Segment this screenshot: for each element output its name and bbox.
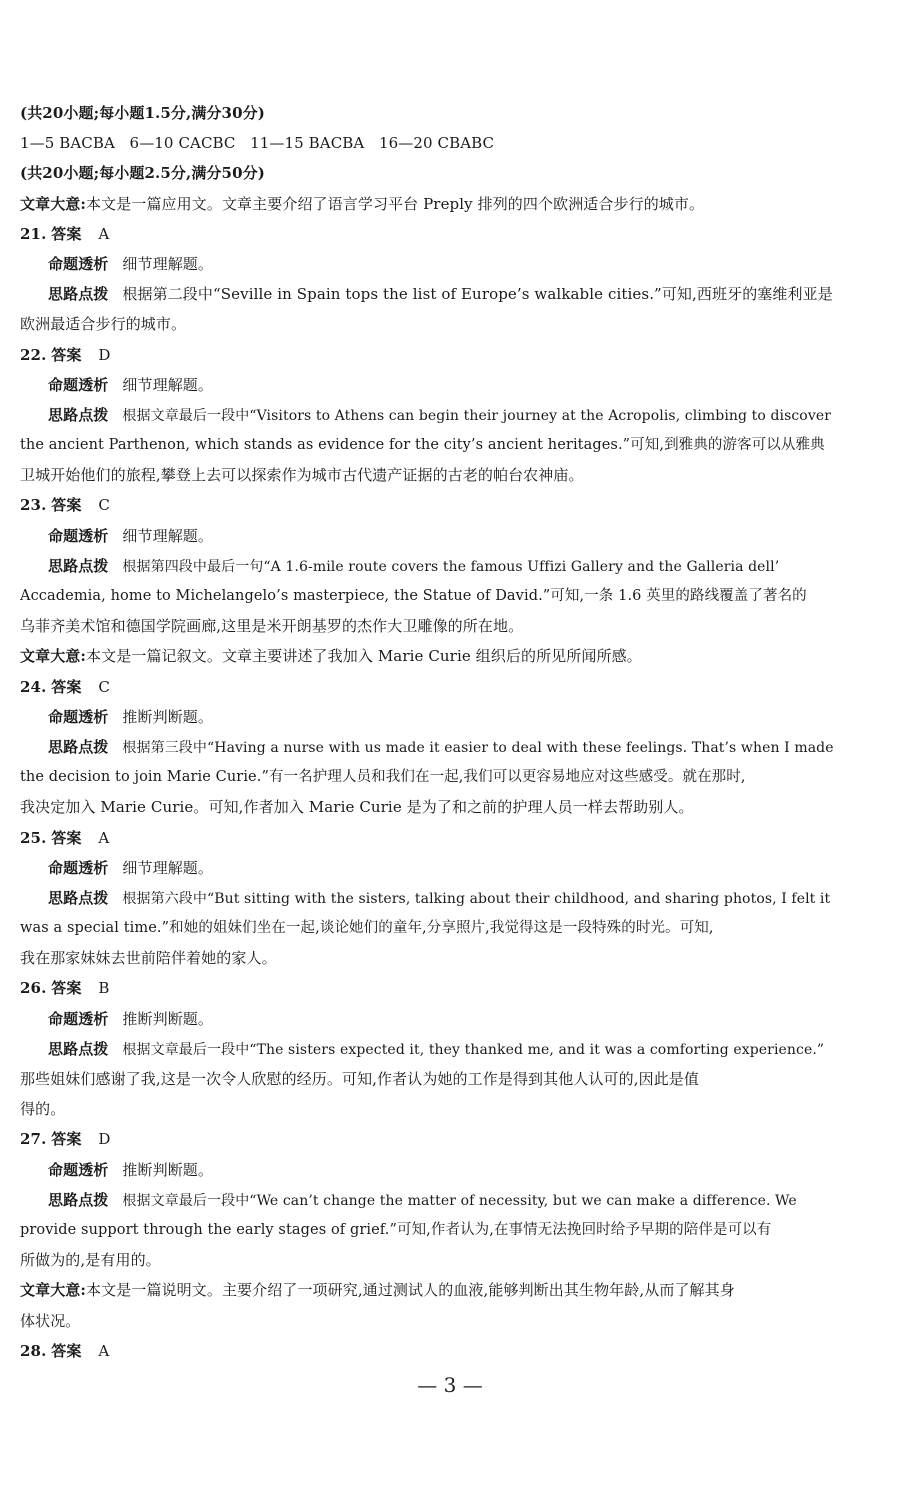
q25-hint-cont-2: 我在那家妹妹去世前陪伴着她的家人。 (20, 949, 277, 968)
q22-answer-row (20, 340, 882, 370)
type-label: 命题透析 (48, 526, 109, 545)
answer-label: 答案 (51, 677, 82, 696)
q21-type-row (20, 249, 882, 279)
q23-hint-cont: Accademia, home to Michelangelo’s masterpiece, the Statue of David.”可知,一条 1.6 英里的路线覆盖了著名的 (20, 588, 807, 604)
q24-hint-cont-2: 我决定加入 Marie Curie。可知,作者加入 Marie Curie 是为了和之前的护理人员一样去帮助别人。 (20, 798, 694, 817)
hint-text: 根据文章最后一段中“Visitors to Athens can begin their journey at the Acropolis, climbing to discover (122, 407, 832, 424)
summary-text: 本文是一篇说明文。主要介绍了一项研究,通过测试人的血液,能够判断出其生物年龄,从而了解其身 (86, 1281, 735, 1300)
page-number: — 3 — (417, 1373, 483, 1397)
summary-label: 文章大意: (20, 194, 87, 213)
type-text: 细节理解题。 (122, 375, 214, 394)
passage-a-summary (20, 189, 882, 219)
section1-answers: 1—5 BACBA 6—10 CACBC 11—15 BACBA 16—20 CBABC (20, 134, 495, 153)
answer-value: C (98, 496, 110, 515)
question-number: 28. (20, 1341, 47, 1360)
q24-type-row (20, 702, 882, 732)
passage-b-summary (20, 641, 882, 671)
type-label: 命题透析 (48, 254, 109, 273)
q24-hint-row (20, 732, 882, 762)
type-text: 推断判断题。 (122, 707, 214, 726)
answer-value: B (98, 979, 110, 998)
hint-text: 根据第三段中“Having a nurse with us made it easier to deal with these feelings. That’s when I made (122, 739, 834, 756)
passage-c-summary-cont: 体状况。 (20, 1311, 81, 1330)
passage-c-summary (20, 1275, 882, 1305)
hint-label: 思路点拨 (48, 1190, 109, 1209)
hint-label: 思路点拨 (48, 1039, 109, 1058)
answer-label: 答案 (51, 345, 82, 364)
q26-hint-row (20, 1034, 882, 1064)
question-number: 23. (20, 496, 47, 515)
q27-hint-cont-2: 所做为的,是有用的。 (20, 1251, 161, 1270)
answer-value: A (98, 224, 110, 243)
q28-answer-row (20, 1336, 882, 1366)
type-label: 命题透析 (48, 1160, 109, 1179)
q26-type-row (20, 1004, 882, 1034)
q22-hint-cont: the ancient Parthenon, which stands as evidence for the city’s ancient heritages.”可知,到雅典的游客可以从雅典 (20, 437, 825, 454)
q23-hint-row (20, 551, 882, 581)
answer-value: A (98, 1341, 110, 1360)
hint-text: 根据第四段中最后一句“A 1.6-mile route covers the famous Uffizi Gallery and the Galleria dell’ (122, 558, 780, 575)
answer-label: 答案 (51, 979, 82, 998)
hint-text: 根据文章最后一段中“The sisters expected it, they thanked me, and it was a comforting experience.” (122, 1041, 825, 1058)
q25-answer-row (20, 823, 882, 853)
q26-hint-cont: 那些姐妹们感谢了我,这是一次令人欣慰的经历。可知,作者认为她的工作是得到其他人认可的,因此是值 (20, 1070, 700, 1088)
answer-label: 答案 (51, 1341, 82, 1360)
q27-hint-row (20, 1185, 882, 1215)
hint-label: 思路点拨 (48, 888, 109, 907)
q25-hint-row (20, 883, 882, 913)
hint-label: 思路点拨 (48, 556, 109, 575)
answer-label: 答案 (51, 1130, 82, 1149)
hint-text: 根据第二段中“Seville in Spain tops the list of Europe’s walkable cities.”可知,西班牙的塞维利亚是 (122, 285, 833, 304)
type-text: 细节理解题。 (122, 858, 214, 877)
hint-text: 根据文章最后一段中“We can’t change the matter of necessity, but we can make a difference. We (122, 1192, 797, 1209)
q27-hint-cont: provide support through the early stages of grief.”可知,作者认为,在事情无法挽回时给予早期的陪伴是可以有 (20, 1221, 772, 1238)
answer-label: 答案 (51, 828, 82, 847)
hint-label: 思路点拨 (48, 405, 109, 424)
q27-answer-row (20, 1124, 882, 1154)
question-number: 27. (20, 1130, 47, 1149)
question-number: 26. (20, 979, 47, 998)
type-text: 推断判断题。 (122, 1160, 214, 1179)
q23-answer-row (20, 490, 882, 520)
q21-answer-row (20, 219, 882, 249)
section2-header: (共20小题;每小题2.5分,满分50分) (20, 164, 265, 183)
q25-hint-cont: was a special time.”和她的姐妹们坐在一起,谈论她们的童年,分享照片,我觉得这是一段特殊的时光。可知, (20, 920, 714, 937)
answer-value: D (98, 1130, 111, 1149)
answer-value: D (98, 345, 111, 364)
type-label: 命题透析 (48, 1009, 109, 1028)
q22-type-row (20, 370, 882, 400)
answer-key-page (20, 98, 882, 1366)
question-number: 24. (20, 677, 47, 696)
hint-label: 思路点拨 (48, 285, 109, 304)
question-number: 21. (20, 224, 47, 243)
q24-hint-cont: the decision to join Marie Curie.”有一名护理人员和我们在一起,我们可以更容易地应对这些感受。就在那时, (20, 769, 746, 786)
summary-label: 文章大意: (20, 1281, 87, 1300)
answer-label: 答案 (51, 496, 82, 515)
question-number: 25. (20, 828, 47, 847)
q22-hint-cont-2: 卫城开始他们的旅程,攀登上去可以探索作为城市古代遗产证据的古老的帕台农神庙。 (20, 466, 584, 485)
summary-label: 文章大意: (20, 647, 87, 666)
q25-type-row (20, 853, 882, 883)
type-text: 细节理解题。 (122, 526, 214, 545)
q23-type-row (20, 521, 882, 551)
type-label: 命题透析 (48, 858, 109, 877)
type-label: 命题透析 (48, 375, 109, 394)
q21-hint-cont: 欧洲最适合步行的城市。 (20, 315, 187, 334)
q23-hint-cont-2: 乌菲齐美术馆和德国学院画廊,这里是米开朗基罗的杰作大卫雕像的所在地。 (20, 617, 524, 636)
type-label: 命题透析 (48, 707, 109, 726)
hint-text: 根据第六段中“But sitting with the sisters, talking about their childhood, and sharing photos, I felt it (122, 890, 831, 907)
q26-answer-row (20, 973, 882, 1003)
question-number: 22. (20, 345, 47, 364)
answer-value: C (98, 677, 110, 696)
type-text: 推断判断题。 (122, 1009, 214, 1028)
hint-label: 思路点拨 (48, 737, 109, 756)
summary-text: 本文是一篇记叙文。文章主要讲述了我加入 Marie Curie 组织后的所见所闻所感。 (86, 647, 642, 666)
q26-hint-cont-2: 得的。 (20, 1100, 66, 1119)
q22-hint-row (20, 400, 882, 430)
q27-type-row (20, 1155, 882, 1185)
section1-header: (共20小题;每小题1.5分,满分30分) (20, 104, 265, 122)
summary-text: 本文是一篇应用文。文章主要介绍了语言学习平台 Preply 排列的四个欧洲适合步行的城市。 (86, 194, 705, 213)
q24-answer-row (20, 672, 882, 702)
q21-hint-row (20, 279, 882, 309)
type-text: 细节理解题。 (122, 254, 214, 273)
answer-label: 答案 (51, 224, 82, 243)
answer-value: A (98, 828, 110, 847)
